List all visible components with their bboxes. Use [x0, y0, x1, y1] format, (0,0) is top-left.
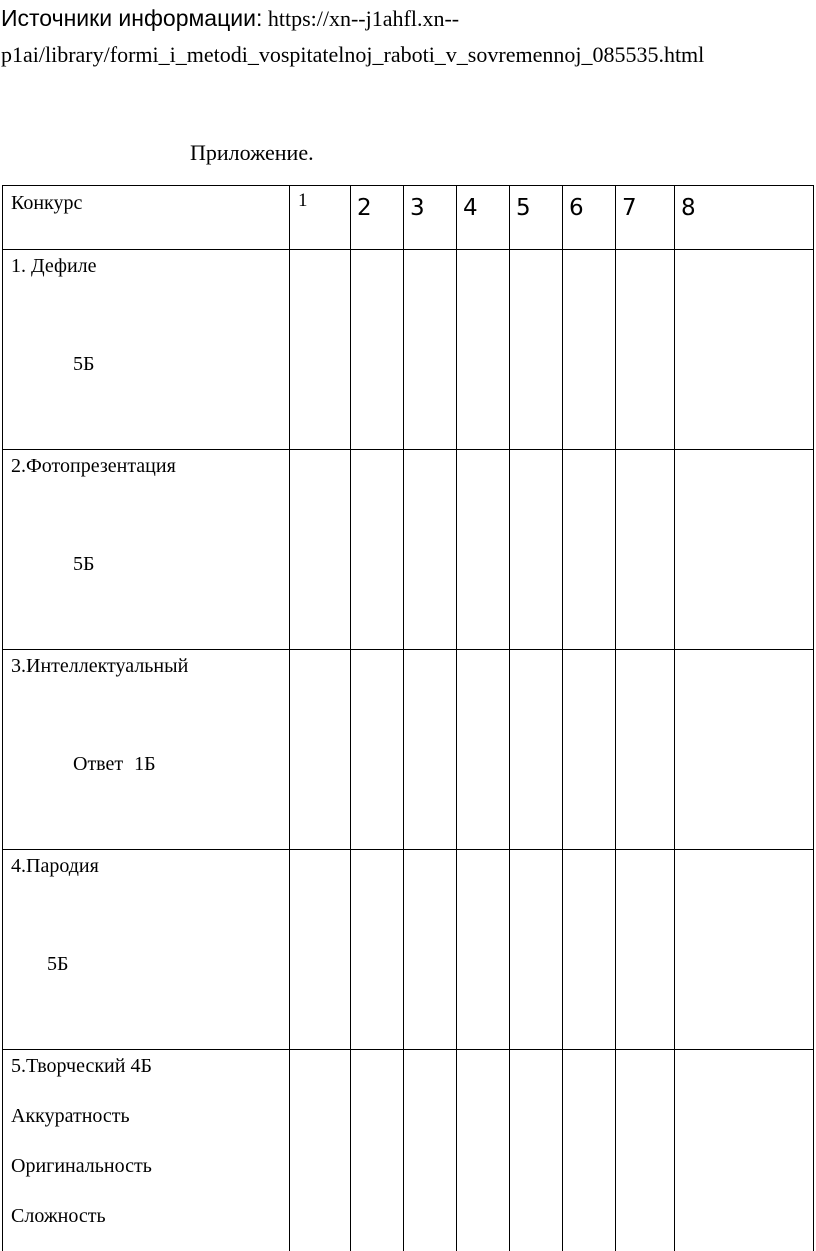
- header-col-8: 8: [681, 195, 696, 221]
- contest-cell: [3, 1050, 290, 1251]
- score-cell: [457, 450, 510, 650]
- score-cell: [675, 250, 814, 450]
- score-cell: [675, 1050, 814, 1251]
- contest-title: 1. Дефиле: [11, 255, 97, 277]
- score-cell: [404, 450, 457, 650]
- sources-label: Источники информации:: [1, 5, 263, 31]
- score-cell: [510, 450, 563, 650]
- contest-cell: [3, 250, 290, 450]
- score-cell: [404, 850, 457, 1050]
- score-cell: [675, 850, 814, 1050]
- score-cell: [457, 650, 510, 850]
- sources-url-part2: p1ai/library/formi_i_metodi_vospitatelnoj_raboti_v_sovremennoj_085535.html: [1, 42, 705, 67]
- header-col-5: 5: [516, 195, 531, 221]
- header-col-1: 1: [298, 190, 308, 211]
- header-cell-6: [563, 186, 616, 250]
- score-cell: [510, 1050, 563, 1251]
- sources-paragraph: [1, 0, 813, 73]
- score-cell: [404, 250, 457, 450]
- score-cell: [404, 1050, 457, 1251]
- score-cell: [404, 650, 457, 850]
- contest-points: Ответ 1Б: [73, 753, 156, 775]
- contest-cell: [3, 850, 290, 1050]
- sources-url-part1: https://xn--j1ahfl.xn--: [267, 6, 460, 31]
- score-cell: [290, 650, 351, 850]
- header-cell-contest: [3, 186, 290, 250]
- contest-points: 5Б: [73, 553, 95, 575]
- score-cell: [457, 1050, 510, 1251]
- criterion-neatness: Аккуратность: [11, 1105, 130, 1127]
- score-cell: [616, 450, 675, 650]
- header-col-2: 2: [357, 195, 372, 221]
- table-row: [3, 450, 814, 650]
- score-cell: [616, 650, 675, 850]
- score-cell: [616, 250, 675, 450]
- score-cell: [351, 1050, 404, 1251]
- table-row: [3, 250, 814, 450]
- score-cell: [290, 850, 351, 1050]
- header-col-3: 3: [410, 195, 425, 221]
- header-cell-5: [510, 186, 563, 250]
- score-cell: [563, 850, 616, 1050]
- criterion-originality: Оригинальность: [11, 1155, 152, 1177]
- score-cell: [510, 250, 563, 450]
- header-contest-label: Конкурс: [11, 192, 83, 214]
- header-col-7: 7: [622, 195, 637, 221]
- header-col-4: 4: [463, 195, 478, 221]
- contest-title: 5.Творческий 4Б: [11, 1055, 152, 1077]
- contest-points: 5Б: [73, 353, 95, 375]
- score-cell: [563, 650, 616, 850]
- score-cell: [616, 1050, 675, 1251]
- score-cell: [351, 650, 404, 850]
- score-cell: [563, 450, 616, 650]
- contest-title: 3.Интеллектуальный: [11, 655, 189, 677]
- table-header-row: [3, 186, 814, 250]
- contest-cell: [3, 650, 290, 850]
- score-cell: [351, 250, 404, 450]
- score-cell: [351, 850, 404, 1050]
- score-table: [2, 185, 814, 1251]
- score-cell: [510, 650, 563, 850]
- score-cell: [457, 250, 510, 450]
- score-cell: [290, 250, 351, 450]
- score-cell: [510, 850, 563, 1050]
- score-cell: [290, 1050, 351, 1251]
- contest-points: 5Б: [47, 953, 69, 975]
- score-cell: [563, 1050, 616, 1251]
- table-row: [3, 850, 814, 1050]
- contest-cell: [3, 450, 290, 650]
- score-cell: [457, 850, 510, 1050]
- contest-title: 4.Пародия: [11, 855, 99, 877]
- header-cell-1: [290, 186, 351, 250]
- header-cell-2: [351, 186, 404, 250]
- criterion-complexity: Сложность: [11, 1205, 106, 1227]
- header-cell-8: [675, 186, 814, 250]
- score-cell: [351, 450, 404, 650]
- contest-title: 2.Фотопрезентация: [11, 455, 176, 477]
- table-row: [3, 650, 814, 850]
- appendix-title: Приложение.: [190, 140, 314, 165]
- header-cell-4: [457, 186, 510, 250]
- table-row: [3, 1050, 814, 1251]
- score-cell: [563, 250, 616, 450]
- header-cell-3: [404, 186, 457, 250]
- header-col-6: 6: [569, 195, 584, 221]
- score-cell: [675, 650, 814, 850]
- score-cell: [290, 450, 351, 650]
- score-cell: [675, 450, 814, 650]
- header-cell-7: [616, 186, 675, 250]
- score-cell: [616, 850, 675, 1050]
